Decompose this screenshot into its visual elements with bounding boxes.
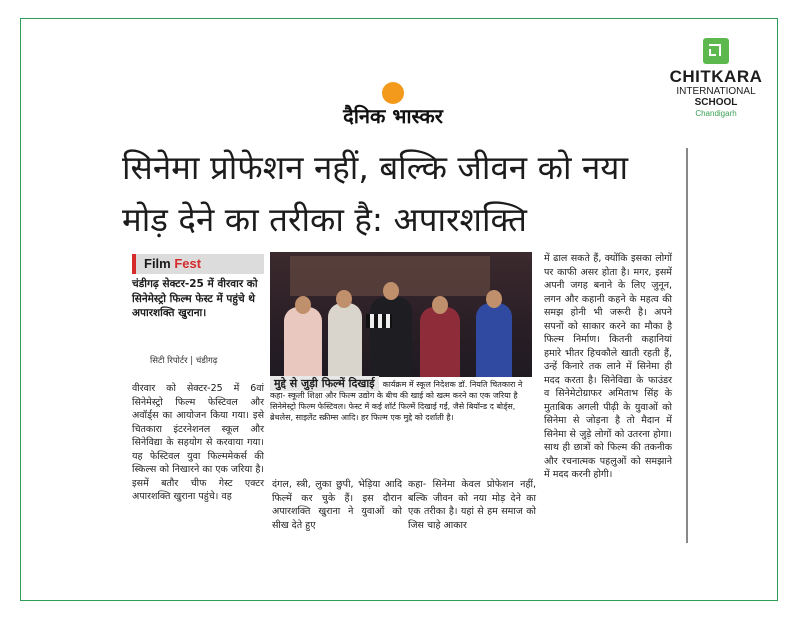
photo-caption	[270, 378, 532, 423]
section-tag-part1: Film	[144, 256, 171, 271]
school-logo-line2: INTERNATIONAL	[676, 86, 756, 97]
article-byline: सिटी रिपोर्टर | चंडीगढ़	[150, 356, 218, 366]
article-headline: सिनेमा प्रोफेशन नहीं, बल्कि जीवन को नया मोड़ देने का तरीका है: अपारशक्ति	[122, 148, 628, 239]
column-divider	[686, 148, 688, 543]
article-lead: चंडीगढ़ सेक्टर-25 में वीरवार को सिनेमेस्ट्रो फिल्म फेस्ट में पहुंचे थे अपारशक्ति खुराना।	[132, 278, 258, 319]
article-column-2: दंगल, स्त्री, लुका छुपी, भेड़िया आदि फिल्में कर चुके हैं। इस दौरान अपारशक्ति खुराना ने युवाओं को सीख देते हुए	[272, 479, 402, 531]
photo-person-3	[370, 297, 412, 377]
event-photo	[270, 252, 532, 377]
photo-head-3	[383, 282, 399, 300]
school-logo-line4: Chandigarh	[695, 109, 737, 118]
photo-head-5	[486, 290, 502, 308]
article-column-1: वीरवार को सेक्टर-25 में 6वां सिनेमेस्ट्रो फिल्म फेस्टिवल और अवॉर्ड्स का आयोजन किया गया। इसे चितकारा इंटरनेशनल स्कूल और सिनेविद्या के सहयोग से करवाया गया। यह फेस्टिवल युवा फिल्ममेकर्स की स्किल्स को निखारने का एक जरिया है। इसमें बतौर चीफ गेस्ट एक्टर अपारशक्ति खुराना पहुंचे। वह	[132, 383, 264, 502]
photo-head-2	[336, 290, 352, 308]
school-logo	[668, 38, 764, 120]
newspaper-masthead	[318, 82, 468, 132]
sun-icon	[382, 82, 404, 104]
school-logo-line1: CHITKARA	[669, 67, 763, 86]
photo-person-4	[420, 307, 460, 377]
photo-person-5	[476, 303, 512, 377]
clapperboard-icon	[366, 314, 392, 328]
photo-person-2	[328, 303, 362, 377]
photo-person-1	[284, 307, 322, 377]
newspaper-name: दैनिक भास्कर	[343, 104, 443, 128]
photo-head-1	[295, 296, 311, 314]
photo-head-4	[432, 296, 448, 314]
school-logo-icon	[703, 38, 729, 64]
section-tag-part2: Fest	[174, 256, 202, 271]
photo-caption-text: कार्यक्रम में स्कूल निदेशक डॉ. नियति चितकारा ने कहा- स्कूली शिक्षा और फिल्म उद्योग के बीच की खाई को खत्म करने का एक जरिया है सिनेमेस्ट्रो फिल्म फेस्टिवल। फेस्ट में कई शॉर्ट फिल्में दिखाई गईं, जैसे बियॉन्ड द बोर्ड्स, ब्रेथलेस, साइलेंट स्क्रीम्स आदि। हर फिल्म एक मुद्दे को दर्शाती है।	[270, 380, 523, 422]
article-column-4: में ढाल सकते हैं, क्योंकि इसका लोगों पर काफी असर होता है। मगर, इसमें अपनी जगह बनाने के लिए जुनून, लगन और कहानी कहने के महत्व की समझ होनी भी जरूरी है। अपने सपनों को साकार करने का मौका है फिल्म निर्माण। कितनी कहानियां हमारे भीतर हिचकौले खाती रहती हैं, उन्हें किनारे तक लाने में सिनेमा ही मदद करता है। सिनेविद्या के फाउंडर व सिनेमेटोग्राफर अमिताभ सिंह के मुताबिक अगली पीढ़ी के युवाओं को सिनेमा से जोड़ना है तो मैदान में सिनेमा से जुड़े लोगों को उतरना होगा। साथ ही छात्रों को फिल्म की तकनीक और रचनात्मक पहलुओं को समझाने में मदद करनी होगी।	[544, 253, 672, 480]
article-column-3: कहा- सिनेमा केवल प्रोफेशन नहीं, बल्कि जीवन को नया मोड़ देने का एक तरीका है। यहां से हम समाज को जिस चाहे आकार	[408, 479, 536, 531]
section-tag	[132, 254, 264, 274]
school-logo-line3: SCHOOL	[694, 97, 738, 108]
photo-caption-heading: मुद्दे से जुड़ी फिल्में दिखाई	[270, 376, 379, 391]
